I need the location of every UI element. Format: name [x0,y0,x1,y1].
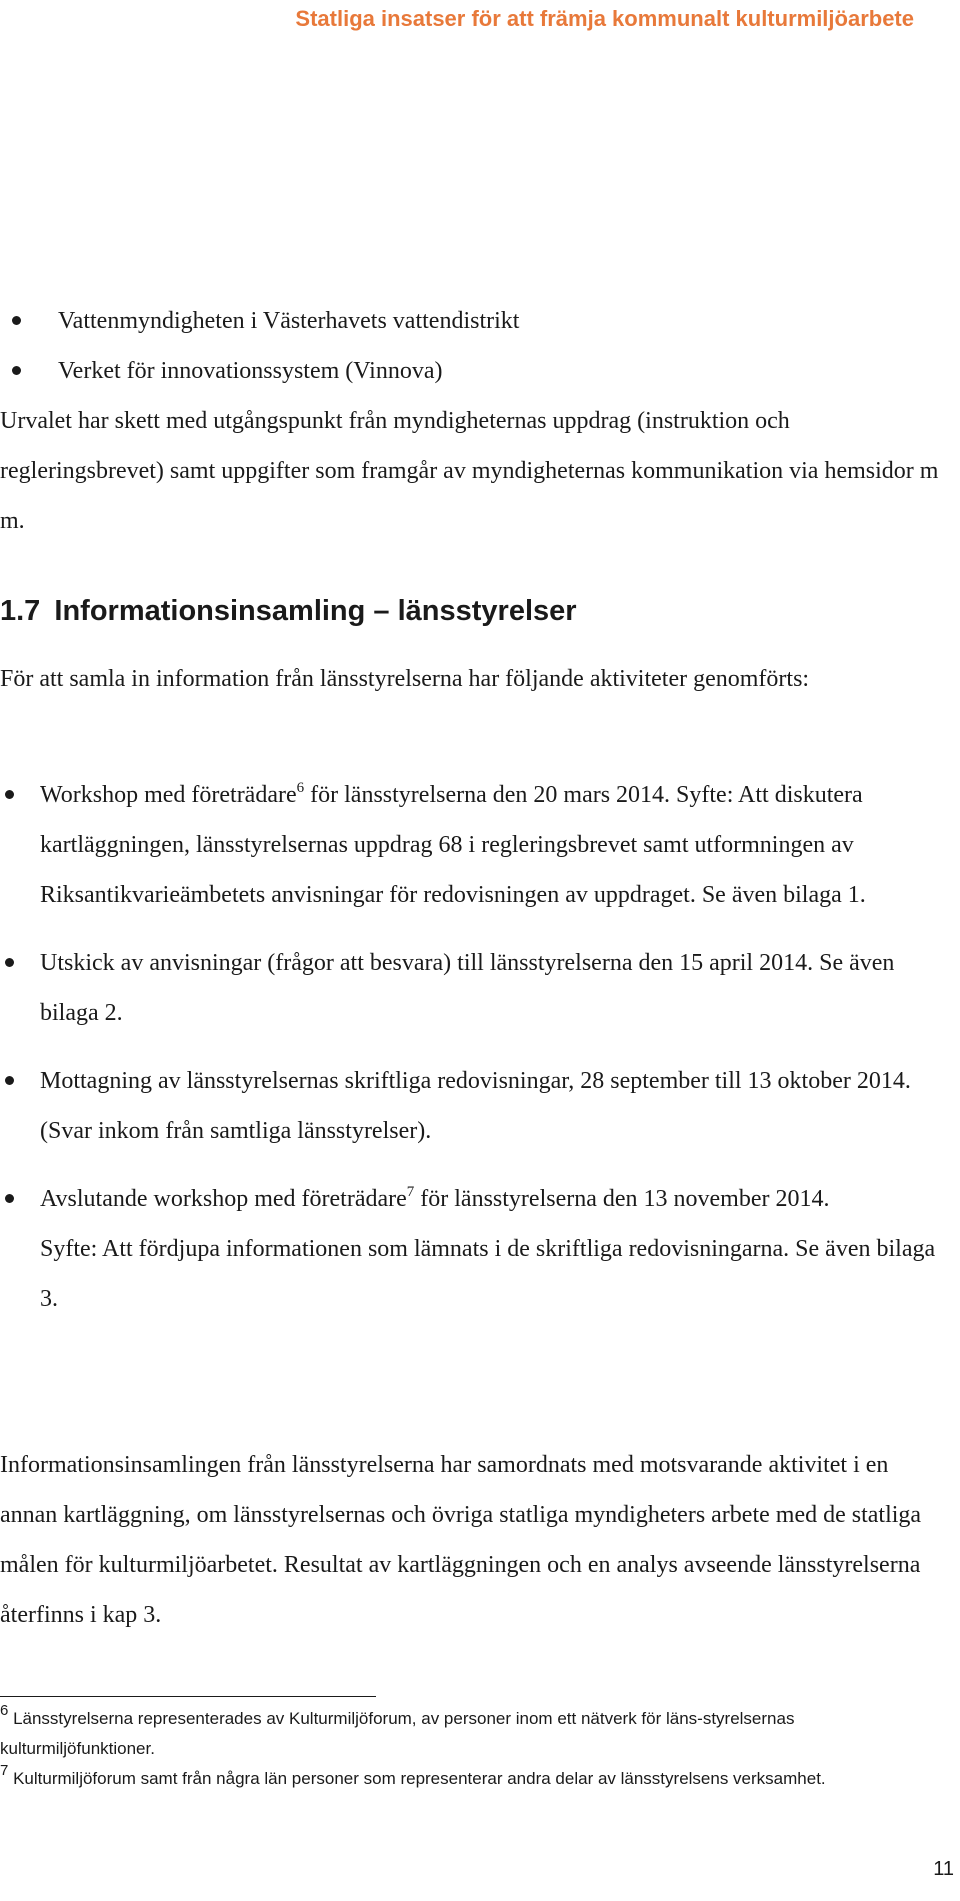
footnote-ref: 6 [296,780,305,796]
footnote [0,1764,900,1794]
list-item-text: för länsstyrelserna den 13 november 2014. [414,1186,830,1212]
list-item-purpose: Syfte: Att fördjupa informationen som lämnats i de skriftliga redovisningarna. Se även bilaga 3. [40,1236,936,1312]
footnote-ref: 7 [406,1184,415,1200]
list-item [0,296,940,346]
list-item [0,346,940,396]
list-item-text: Workshop med företrädare [40,782,297,808]
footnote-divider [0,1696,376,1697]
footnote [0,1704,900,1764]
intro-paragraph: Urvalet har skett med utgångspunkt från myndigheternas uppdrag (instruktion och regleringsbrevet) samt uppgifter som framgår av myndigheternas kommunikation via hemsidor m m. [0,408,939,534]
section-title: Informationsinsamling – länsstyrelser [54,595,577,627]
bullet-icon [5,790,14,799]
list-item [0,938,945,1038]
footnote-text: Kulturmiljöforum samt från några län personer som representerar andra delar av länsstyrelsens verksamhet. [8,1769,826,1788]
list-item-text: Avslutande workshop med företrädare [40,1186,407,1212]
footnote-mark: 7 [0,1762,9,1779]
closing-paragraph: Informationsinsamlingen från länsstyrelserna har samordnats med motsvarande aktivitet i en annan kartläggning, om länsstyrelsernas och övriga statliga myndigheters arbete med de statliga målen för kulturmiljöarbetet. Resultat av kartläggningen och en analys avseende länsstyrelserna återfinns i kap 3. [0,1452,922,1628]
bullet-icon [5,1194,14,1203]
running-header: Statliga insatser för att främja kommunalt kulturmiljöarbete [295,6,914,31]
list-item [0,1174,945,1324]
list-item-text: Mottagning av länsstyrelsernas skriftliga redovisningar, 28 september till 13 oktober 2014. (Svar inkom från samtliga länsstyrelser). [40,1068,911,1144]
activity-list [0,770,945,1324]
page-number: 11 [933,1858,954,1880]
agency-list [0,296,940,396]
list-item-text: Vattenmyndigheten i Västerhavets vattendistrikt [58,308,520,334]
bullet-icon [12,366,21,375]
section-heading [0,586,577,636]
footnote-text: Länsstyrelserna representerades av Kulturmiljöforum, av personer inom ett nätverk för läns-styrelsernas kulturmiljöfunktioner. [0,1709,795,1758]
bullet-icon [5,958,14,967]
bullet-icon [12,316,21,325]
bullet-icon [5,1076,14,1085]
list-item-text: Verket för innovationssystem (Vinnova) [58,358,443,384]
list-item [0,770,945,920]
list-item [0,1056,945,1156]
list-item-text: Utskick av anvisningar (frågor att besvara) till länsstyrelserna den 15 april 2014. Se även bilaga 2. [40,950,895,1026]
footnote-mark: 6 [0,1702,9,1719]
footnotes [0,1704,900,1794]
section-lead: För att samla in information från länsstyrelserna har följande aktiviteter genomförts: [0,666,810,692]
section-number: 1.7 [0,595,41,627]
list-item-text: för länsstyrelserna den 20 mars 2014. Syfte: Att diskutera kartläggningen, länsstyrelsernas uppdrag 68 i regleringsbrevet samt utformningen av Riksantikvarieämbetets anvisningar för redovisningen av uppdraget. Se även bilaga 1. [40,782,866,908]
